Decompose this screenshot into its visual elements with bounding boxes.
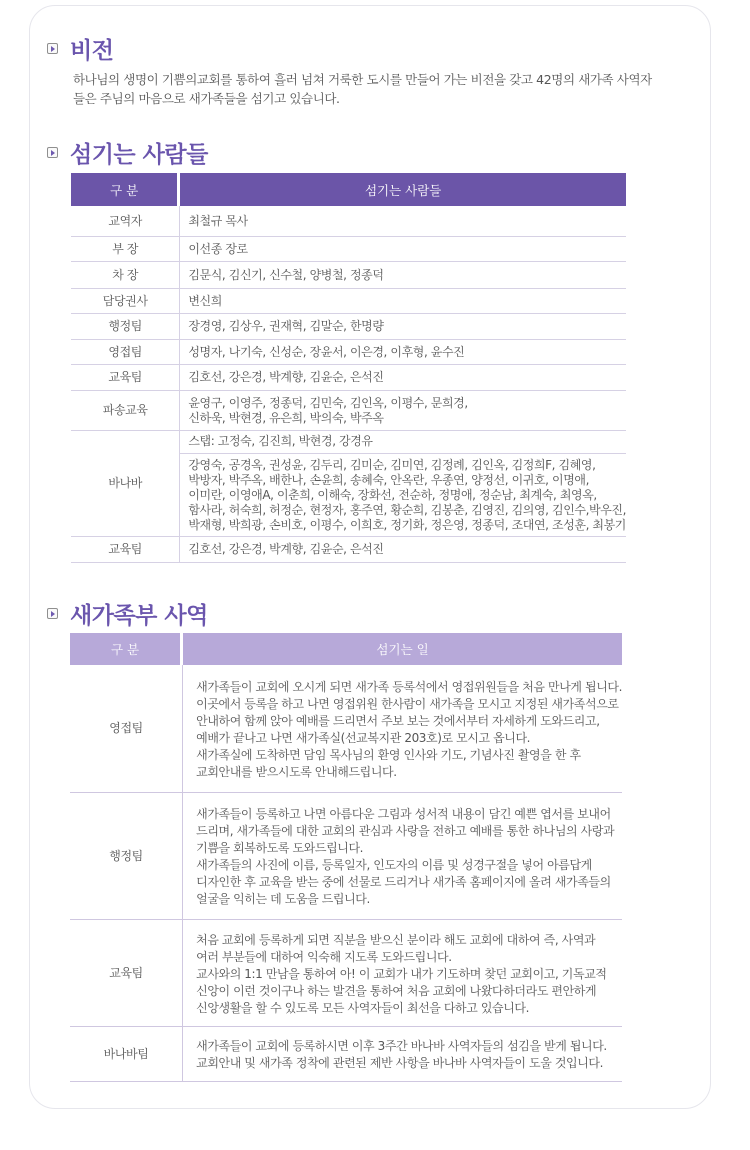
vision-heading <box>47 32 113 65</box>
duty-line: 디자인한 후 교육을 받는 중에 선물로 드리거나 새가족 홈페이지에 올려 새가족들의 <box>196 875 611 889</box>
row-members <box>180 237 626 262</box>
duty-line: 새가족들의 사진에 이름, 등록일자, 인도자의 이름 및 성경구절을 넣어 아름답게 <box>196 858 592 872</box>
row-category: 영접팀 <box>70 665 183 793</box>
staff-line: 스탭: 고정숙, 김진희, 박현경, 강경유 <box>188 434 373 448</box>
header-category: 구 분 <box>70 633 183 665</box>
row-category: 파송교육 <box>71 391 180 431</box>
member-line: 김호선, 강은경, 박계향, 김윤순, 은석진 <box>188 370 384 384</box>
row-members <box>180 206 626 237</box>
row-members <box>180 340 626 365</box>
member-line: 성명자, 나기숙, 신성순, 장윤서, 이은경, 이후형, 윤수진 <box>188 344 465 359</box>
row-category: 교육팀 <box>71 537 180 563</box>
vision-body: 하나님의 생명이 기쁨의교회를 통하여 흘러 넘쳐 거룩한 도시를 만들어 가는 비전을 갖고 42명의 새가족 사역자들은 주님의 마음으로 새가족들을 섬기고 있습니다. <box>73 72 652 106</box>
row-members <box>180 262 626 289</box>
header-category: 구 분 <box>71 173 180 206</box>
table-row <box>71 289 626 314</box>
row-category: 바나바 <box>71 431 180 537</box>
member-line: 최철규 목사 <box>188 213 248 228</box>
table-row <box>71 431 626 537</box>
table-row <box>70 920 622 1027</box>
member-line: 함사라, 허숙희, 허정순, 현정자, 홍주연, 황순희, 김봉춘, 김영진, 김의영, 김인수,박우진, <box>188 503 626 517</box>
row-members <box>180 365 626 391</box>
ministry-title: 새가족부 사역 <box>70 603 208 629</box>
table-row <box>71 314 626 340</box>
row-category: 교육팀 <box>71 365 180 391</box>
header-duties: 섬기는 일 <box>183 633 622 665</box>
member-line: 강영숙, 공경옥, 권성윤, 김두리, 김미순, 김미연, 김정례, 김인옥, 김정희F, 김혜영, <box>188 458 596 472</box>
duty-line: 새가족실에 도착하면 담임 목사님의 환영 인사와 기도, 기념사진 촬영을 한 후 <box>196 747 581 762</box>
servers-title: 섬기는 사람들 <box>70 142 208 168</box>
duty-line: 안내하여 함께 앉아 예배를 드리면서 주보 보는 것에서부터 자세하게 도와드리고, <box>196 713 600 728</box>
table-row <box>70 1027 622 1082</box>
duty-line: 처음 교회에 등록하게 되면 직분을 받으신 분이라 해도 교회에 대하여 즉, 사역과 <box>196 932 596 947</box>
member-line: 박방자, 박주옥, 배한나, 손윤희, 송혜숙, 안옥란, 우종연, 양정선, 이귀호, 이명애, <box>188 473 589 487</box>
row-duties <box>183 665 622 793</box>
duty-line: 드리며, 새가족들에 대한 교회의 관심과 사랑을 전하고 예배를 통한 하나님의 사랑과 <box>196 824 615 838</box>
bullet-arrow-icon <box>47 43 58 54</box>
member-line: 박재형, 박희광, 손비호, 이평수, 이희호, 정기화, 정은영, 정종덕, 조대연, 조성훈, 최봉기 <box>188 518 626 532</box>
header-servers: 섬기는 사람들 <box>180 173 626 206</box>
table-row <box>71 262 626 289</box>
row-category: 바나바팀 <box>70 1027 183 1082</box>
row-category: 행정팀 <box>71 314 180 340</box>
row-category: 담당권사 <box>71 289 180 314</box>
table-row <box>71 206 626 237</box>
member-line: 변신희 <box>188 293 222 308</box>
table-row <box>71 391 626 431</box>
member-line: 김호선, 강은경, 박계향, 김윤순, 은석진 <box>188 542 384 556</box>
row-duties <box>183 1027 622 1082</box>
table-row <box>70 793 622 920</box>
duty-line: 예배가 끝나고 나면 새가족실(선교복지관 203호)로 모시고 옵니다. <box>196 730 531 745</box>
member-line: 이미란, 이영애A, 이춘희, 이해숙, 장화선, 전순하, 정명애, 정순남, 최계숙, 최영옥, <box>188 488 597 502</box>
bullet-arrow-icon <box>47 147 58 158</box>
table-row <box>71 340 626 365</box>
row-category: 영접팀 <box>71 340 180 365</box>
servers-heading <box>47 136 208 169</box>
duty-line: 이곳에서 등록을 하고 나면 영접위원 한사람이 새가족을 모시고 지정된 새가족석으로 <box>196 696 619 711</box>
table-row <box>70 665 622 793</box>
table-row <box>71 237 626 262</box>
duty-line: 여러 부분들에 대하여 익숙해 지도록 도와드립니다. <box>196 949 452 964</box>
duty-line: 교회안내 및 새가족 정착에 관련된 제반 사항을 바나바 사역자들이 도울 것입니다. <box>196 1056 604 1070</box>
row-members <box>180 391 626 431</box>
member-line: 윤영구, 이영주, 정종덕, 김민숙, 김인옥, 이평수, 문희경, <box>188 395 468 410</box>
duty-line: 신앙이 이런 것이구나 하는 발견을 통하여 처음 교회에 나왔다하더라도 편안하게 <box>196 983 597 998</box>
servers-table <box>71 173 626 563</box>
table-row <box>71 537 626 563</box>
duty-line: 교사와의 1:1 만남을 통하여 아! 이 교회가 내가 기도하며 찾던 교회이고, 기독교적 <box>196 966 607 981</box>
ministry-table <box>70 633 622 1082</box>
member-line: 장경영, 김상우, 권재혁, 김말순, 한명량 <box>188 319 384 333</box>
duty-line: 교회안내를 받으시도록 안내해드립니다. <box>196 764 397 779</box>
duty-line: 새가족들이 교회에 등록하시면 이후 3주간 바나바 사역자들의 섬김을 받게 됩니다. <box>196 1039 607 1053</box>
row-category: 부 장 <box>71 237 180 262</box>
duty-line: 새가족들이 교회에 오시게 되면 새가족 등록석에서 영접위원들을 처음 만나게 됩니다. <box>196 679 622 694</box>
duty-line: 신앙생활을 할 수 있도록 모든 사역자들이 최선을 다하고 있습니다. <box>196 1000 530 1015</box>
ministry-heading <box>47 597 208 630</box>
member-line: 이선종 장로 <box>188 241 248 256</box>
bullet-arrow-icon <box>47 608 58 619</box>
duty-line: 기쁨을 회복하도록 도와드립니다. <box>196 841 364 855</box>
ministry-table-header <box>70 633 622 665</box>
duty-line: 새가족들이 등록하고 나면 아름다운 그림과 성서적 내용이 담긴 예쁜 엽서를 보내어 <box>196 807 611 821</box>
servers-table-header <box>71 173 626 206</box>
table-row <box>71 365 626 391</box>
duty-line: 얼굴을 익히는 데 도움을 드립니다. <box>196 892 370 906</box>
vision-title: 비전 <box>70 38 114 64</box>
member-line: 신하욱, 박현경, 유은희, 박의숙, 박주옥 <box>188 410 384 425</box>
row-members <box>180 537 626 563</box>
row-duties <box>183 793 622 920</box>
row-category: 교역자 <box>71 206 180 237</box>
row-members <box>180 314 626 340</box>
row-members <box>180 431 626 537</box>
row-duties <box>183 920 622 1027</box>
member-line: 김문식, 김신기, 신수철, 양병철, 정종덕 <box>188 267 384 282</box>
row-category: 차 장 <box>71 262 180 289</box>
row-category: 교육팀 <box>70 920 183 1027</box>
row-category: 행정팀 <box>70 793 183 920</box>
row-members <box>180 289 626 314</box>
